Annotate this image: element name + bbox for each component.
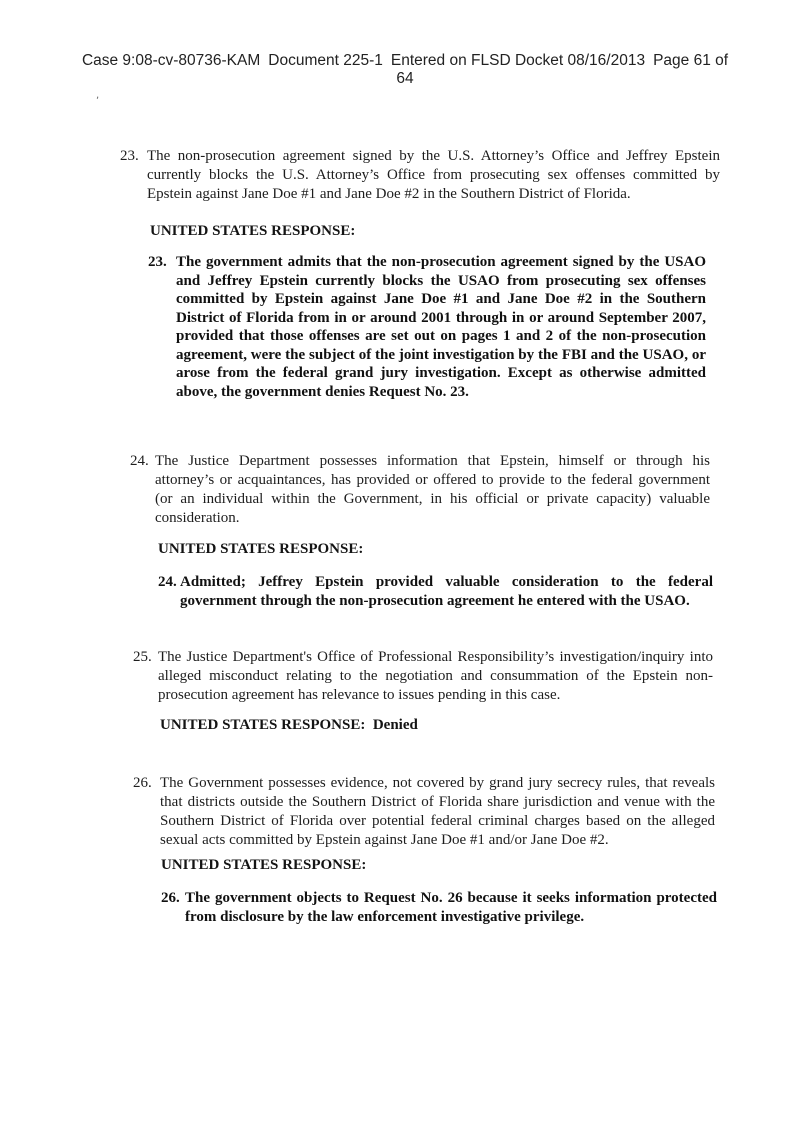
request-text: The Justice Department's Office of Professional Responsibility’s investigation/inquiry into alleged misconduct relating to the negotiation and consummation of the Epstein non-prosecution agreement has relevance to issues pending in this case. bbox=[158, 649, 713, 703]
case-number: Case 9:08-cv-80736-KAM bbox=[81, 52, 261, 69]
request-text: The Government possesses evidence, not covered by grand jury secrecy rules, that reveals that districts outside the Southern District of Florida share jurisdiction and venue with the Southern District of Florida over potential federal criminal charges based on the alleged sexual acts committed by Epstein against Jane Doe #1 and/or Jane Doe #2. bbox=[160, 775, 715, 848]
request-text: The Justice Department possesses information that Epstein, himself or through his attorney’s or acquaintances, has provided or offered to provide to the federal government (or an individual within the Government, in his official or private capacity) valuable consideration. bbox=[155, 453, 710, 526]
response-label-26: UNITED STATES RESPONSE: bbox=[161, 857, 367, 873]
request-26 bbox=[133, 774, 715, 854]
page-total: 64 bbox=[396, 70, 414, 87]
request-25 bbox=[133, 648, 713, 708]
request-text: The non-prosecution agreement signed by the U.S. Attorney’s Office and Jeffrey Epstein currently blocks the U.S. Attorney’s Office from prosecuting sex offenses committed by Epstein against Jane Doe #1 and Jane Doe #2 in the Southern District of Florida. bbox=[147, 148, 720, 202]
request-number: 25. bbox=[133, 649, 152, 665]
page-number: Page 61 of bbox=[653, 52, 729, 69]
request-number: 23. bbox=[120, 148, 139, 164]
request-number: 24. bbox=[130, 453, 149, 469]
response-number: 26. bbox=[161, 890, 180, 906]
response-26 bbox=[161, 889, 717, 929]
response-label: UNITED STATES RESPONSE: bbox=[160, 717, 366, 733]
request-23 bbox=[120, 147, 720, 207]
response-text: The government admits that the non-prosecution agreement signed by the USAO and Jeffrey Epstein currently blocks the USAO from prosecuting sex offenses committed by Epstein against Jane Doe #1 and Jane Doe #2 in the Southern District of Florida from in or around 2001 through in or around September 2007, provided that those offenses are set out on pages 1 and 2 of the non-prosecution agreement, were the subject of the joint investigation by the FBI and the USAO, or arose from the federal grand jury investigation. Except as otherwise admitted above, the government denies Request No. 23. bbox=[176, 254, 706, 400]
response-number: 24. bbox=[158, 574, 177, 590]
response-23 bbox=[148, 253, 706, 403]
response-label-23: UNITED STATES RESPONSE: bbox=[150, 223, 356, 239]
response-text: The government objects to Request No. 26 because it seeks information protected from disclosure by the law enforcement investigative privilege. bbox=[185, 890, 717, 925]
response-label-24: UNITED STATES RESPONSE: bbox=[158, 541, 364, 557]
scan-mark: , bbox=[96, 90, 100, 101]
request-number: 26. bbox=[133, 775, 152, 791]
response-label-25 bbox=[160, 716, 418, 735]
document-number: Document 225-1 bbox=[268, 52, 383, 69]
docket-entry: Entered on FLSD Docket 08/16/2013 bbox=[390, 52, 646, 69]
request-24 bbox=[130, 452, 710, 532]
response-24 bbox=[158, 573, 713, 613]
response-inline: Denied bbox=[372, 717, 418, 733]
page-header bbox=[60, 52, 750, 88]
response-text: Admitted; Jeffrey Epstein provided valuable consideration to the federal government through the non-prosecution agreement he entered with the USAO. bbox=[180, 574, 713, 609]
response-number: 23. bbox=[148, 254, 167, 270]
